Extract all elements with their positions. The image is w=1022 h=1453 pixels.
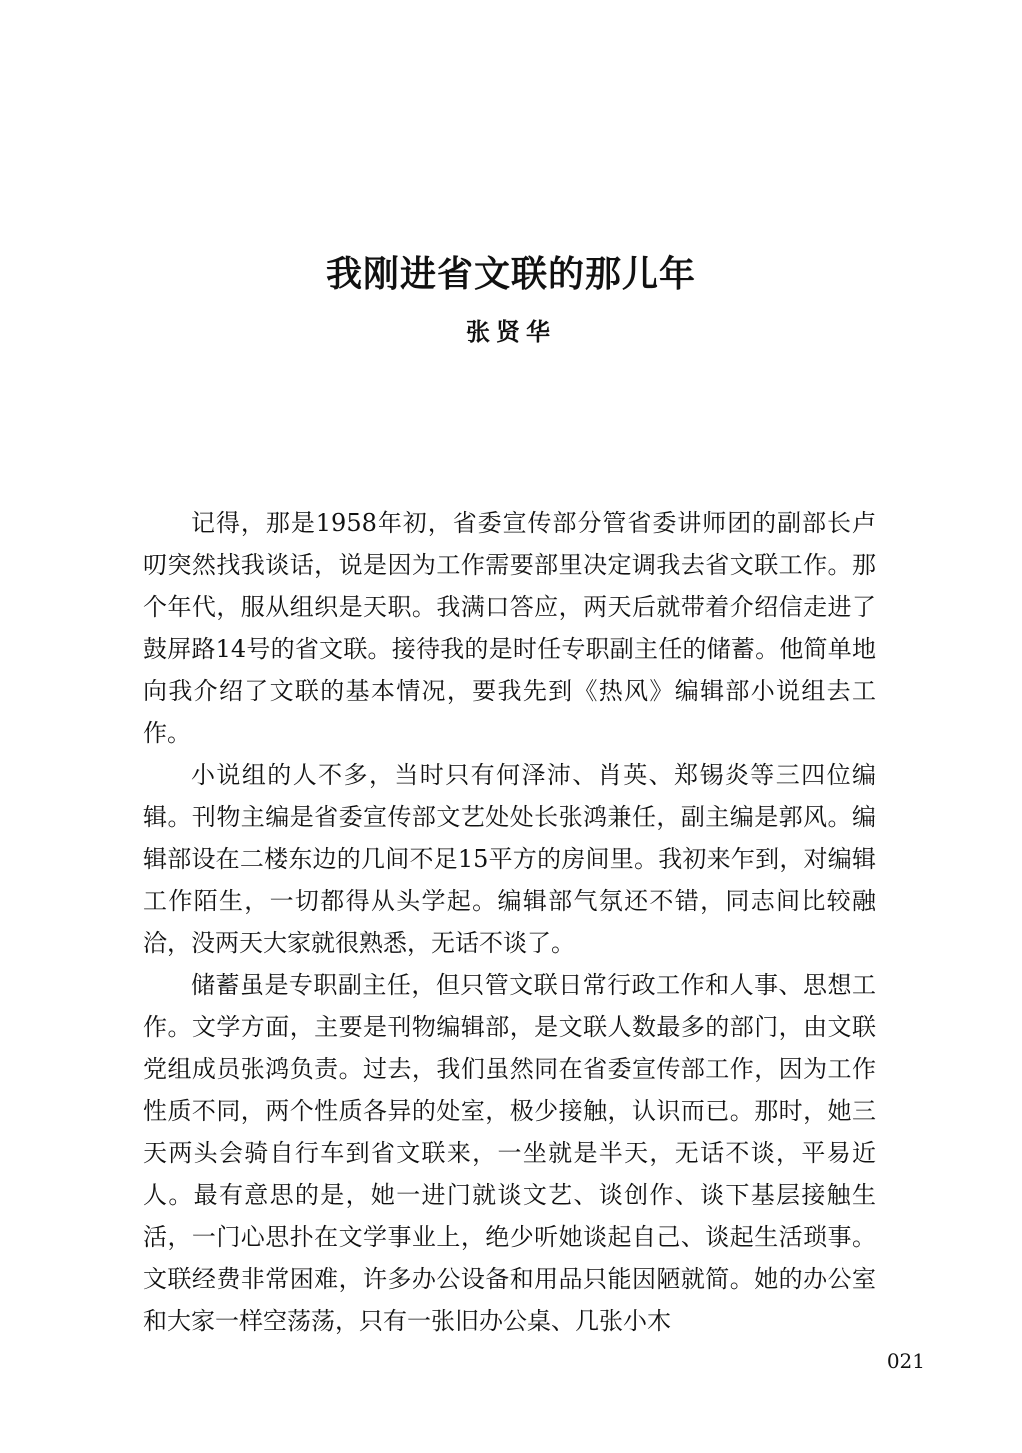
- page-number: 021: [886, 1349, 925, 1373]
- article-body: [143, 502, 876, 1342]
- body-paragraph: 记得，那是1958年初，省委宣传部分管省委讲师团的副部长卢叨突然找我谈话，说是因为工作需要部里决定调我去省文联工作。那个年代，服从组织是天职。我满口答应，两天后就带着介绍信走进了鼓屏路14号的省文联。接待我的是时任专职副主任的储蓄。他简单地向我介绍了文联的基本情况，要我先到《热风》编辑部小说组去工作。: [143, 509, 876, 747]
- body-paragraph: 小说组的人不多，当时只有何泽沛、肖英、郑锡炎等三四位编辑。刊物主编是省委宣传部文艺处处长张鸿兼任，副主编是郭风。编辑部设在二楼东边的几间不足15平方的房间里。我初来乍到，对编辑工作陌生，一切都得从头学起。编辑部气氛还不错，同志间比较融洽，没两天大家就很熟悉，无话不谈了。: [143, 761, 876, 957]
- body-paragraph: 储蓄虽是专职副主任，但只管文联日常行政工作和人事、思想工作。文学方面，主要是刊物编辑部，是文联人数最多的部门，由文联党组成员张鸿负责。过去，我们虽然同在省委宣传部工作，因为工作性质不同，两个性质各异的处室，极少接触，认识而已。那时，她三天两头会骑自行车到省文联来，一坐就是半天，无话不谈，平易近人。最有意思的是，她一进门就谈文艺、谈创作、谈下基层接触生活，一门心思扑在文学事业上，绝少听她谈起自己、谈起生活琐事。文联经费非常困难，许多办公设备和用品只能因陋就简。她的办公室和大家一样空荡荡，只有一张旧办公桌、几张小木: [143, 971, 876, 1335]
- article-title: 我刚进省文联的那儿年: [325, 253, 696, 296]
- article-author: 张贤华: [466, 317, 556, 346]
